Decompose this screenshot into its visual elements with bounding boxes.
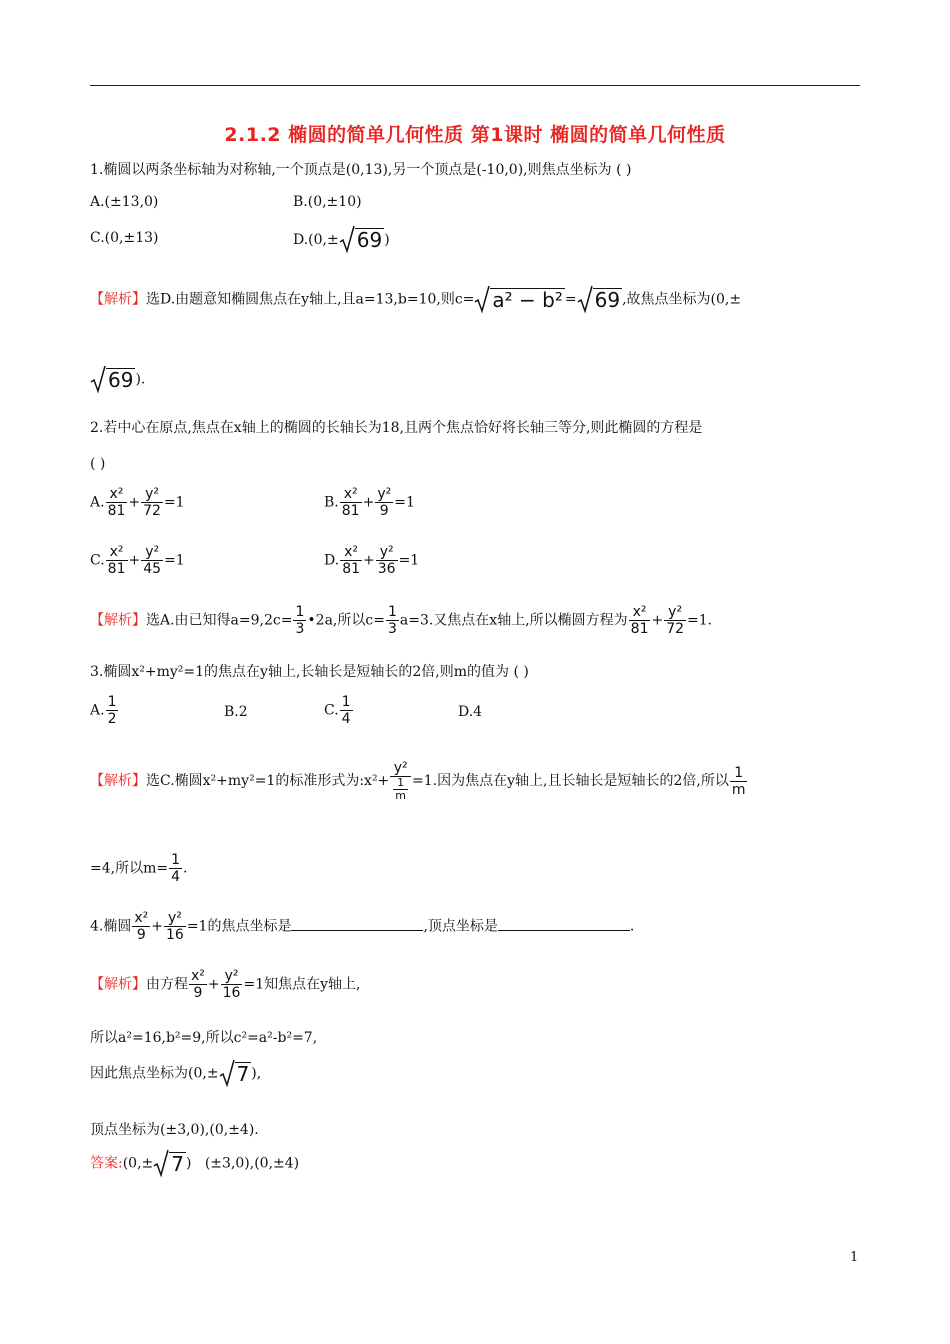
q2-option-d: D. $\frac{\text{x²}}{81}$ + $\frac{\text{y²}}{36}$ =1 bbox=[324, 544, 420, 577]
sqrt-a2-b2: a² − b² bbox=[474, 288, 564, 311]
q4-solution-line3: 因此焦点坐标为(0,± 7 ), bbox=[90, 1062, 262, 1086]
solution-tag: 【解析】 bbox=[90, 976, 146, 993]
question-2-bracket: ( ) bbox=[90, 456, 106, 472]
q3-solution: 【解析】选C.椭圆x²+my²=1的标准形式为:x²+ $\frac{\text{y²}}{\frac{1}{m}}$ =1.因为焦点在y轴上,且长轴长是短轴长的2倍,所以 $\frac{1}{m}$ bbox=[90, 760, 746, 802]
q2-solution: 【解析】选A.由已知得a=9,2c= $\frac{1}{3}$ •2a,所以c= $\frac{1}{3}$ a=3.又焦点在x轴上,所以椭圆方程为 $\frac{\text{x²}}{81}$ + $\frac{\text{y²}}{72}$ =1. bbox=[90, 604, 713, 637]
q3-option-a: A. $\frac{1}{2}$ bbox=[90, 694, 117, 727]
q1-solution: 【解析】选D.由题意知椭圆焦点在y轴上,且a=13,b=10,则c= a² − b² = 69 ,故焦点坐标为(0,± bbox=[90, 288, 742, 312]
q4-solution-line4: 顶点坐标为(±3,0),(0,±4). bbox=[90, 1122, 259, 1138]
q4-solution: 【解析】由方程 $\frac{\text{x²}}{9}$ + $\frac{\text{y²}}{16}$ =1知焦点在y轴上, bbox=[90, 968, 361, 1001]
sqrt-69: 69 bbox=[90, 368, 135, 391]
answer-blank-vertices[interactable] bbox=[498, 916, 630, 931]
page-number: 1 bbox=[850, 1250, 859, 1265]
question-4-stem: 4.椭圆 $\frac{\text{x²}}{9}$ + $\frac{\text{y²}}{16}$ =1的焦点坐标是 ,顶点坐标是 . bbox=[90, 910, 635, 943]
q3-option-b: B.2 bbox=[224, 704, 248, 720]
q3-option-c: C. $\frac{1}{4}$ bbox=[324, 694, 351, 727]
q2-option-c: C. $\frac{\text{x²}}{81}$ + $\frac{\text{y²}}{45}$ =1 bbox=[90, 544, 185, 577]
sqrt-69: 69 bbox=[577, 288, 622, 311]
page-title: 2.1.2 椭圆的简单几何性质 第1课时 椭圆的简单几何性质 bbox=[224, 124, 726, 146]
q1-option-c: C.(0,±13) bbox=[90, 230, 159, 246]
q2-option-b: B. $\frac{\text{x²}}{81}$ + $\frac{\text{y²}}{9}$ =1 bbox=[324, 486, 415, 519]
answer-blank-foci[interactable] bbox=[291, 916, 423, 931]
q1-option-b: B.(0,±10) bbox=[293, 194, 362, 210]
q3-solution-cont: =4,所以m= $\frac{1}{4}$ . bbox=[90, 852, 188, 885]
q1-option-a: A.(±13,0) bbox=[90, 194, 159, 210]
sqrt-7: 7 bbox=[219, 1062, 252, 1085]
question-3-stem: 3.椭圆x²+my²=1的焦点在y轴上,长轴长是短轴长的2倍,则m的值为 ( ) bbox=[90, 664, 529, 680]
q4-answer: 答案:(0,± 7 ) (±3,0),(0,±4) bbox=[90, 1152, 300, 1176]
sqrt-7: 7 bbox=[153, 1152, 186, 1175]
sqrt-69: 69 bbox=[339, 228, 384, 252]
q2-option-a: A. $\frac{\text{x²}}{81}$ + $\frac{\text{y²}}{72}$ =1 bbox=[90, 486, 185, 519]
header-rule bbox=[90, 85, 860, 86]
answer-tag: 答案: bbox=[90, 1155, 123, 1172]
solution-tag: 【解析】 bbox=[90, 291, 146, 308]
question-1-stem: 1.椭圆以两条坐标轴为对称轴,一个顶点是(0,13),另一个顶点是(-10,0),则焦点坐标为 ( ) bbox=[90, 162, 632, 178]
question-2-stem: 2.若中心在原点,焦点在x轴上的椭圆的长轴长为18,且两个焦点恰好将长轴三等分,则此椭圆的方程是 bbox=[90, 420, 703, 436]
q1-solution-cont: 69 ). bbox=[90, 368, 145, 391]
solution-tag: 【解析】 bbox=[90, 612, 146, 629]
q1-option-d: D.(0,± 69 ) bbox=[293, 228, 390, 252]
solution-tag: 【解析】 bbox=[90, 773, 146, 789]
q3-option-d: D.4 bbox=[458, 704, 483, 720]
q4-solution-line2: 所以a²=16,b²=9,所以c²=a²-b²=7, bbox=[90, 1030, 318, 1046]
